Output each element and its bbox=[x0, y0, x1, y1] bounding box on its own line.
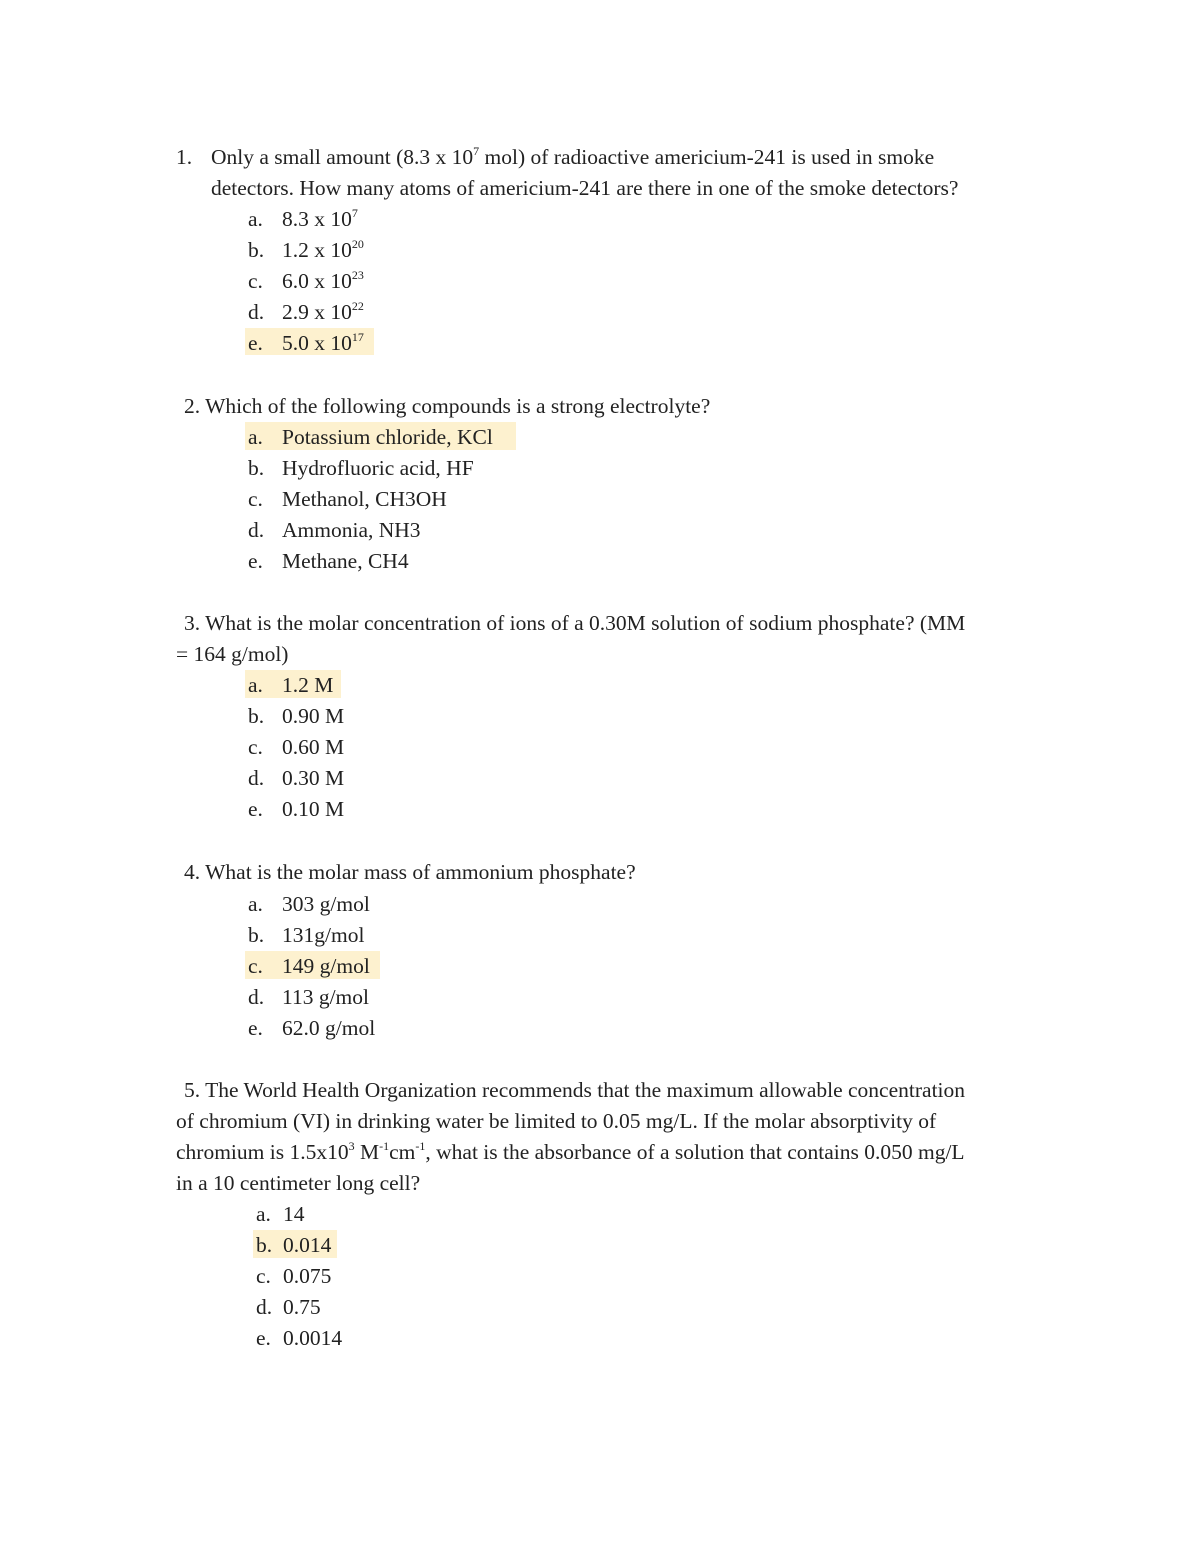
option-text: 5.0 x $10^{17}$ bbox=[282, 330, 364, 355]
option-text: 113 g/mol bbox=[282, 985, 369, 1009]
option-c[interactable] bbox=[248, 268, 364, 294]
option-a[interactable] bbox=[248, 672, 334, 698]
option-letter: d. bbox=[248, 985, 265, 1009]
option-letter: c. bbox=[256, 1264, 271, 1288]
option-letter: c. bbox=[248, 735, 263, 759]
question-text-line: in a 10 centimeter long cell? bbox=[176, 1171, 421, 1195]
option-letter: b. bbox=[248, 456, 265, 480]
option-text: Ammonia, NH3 bbox=[282, 518, 421, 542]
option-d[interactable] bbox=[248, 984, 369, 1010]
option-a[interactable] bbox=[256, 1201, 305, 1227]
option-text: 0.0014 bbox=[283, 1326, 343, 1350]
option-letter: a. bbox=[248, 425, 263, 449]
option-letter: e. bbox=[256, 1326, 271, 1350]
question-text-line: detectors. How many atoms of americium-241 are there in one of the smoke detectors? bbox=[211, 176, 959, 200]
option-a[interactable] bbox=[248, 206, 358, 232]
option-text: 0.014 bbox=[283, 1233, 332, 1257]
option-c[interactable] bbox=[248, 734, 345, 760]
option-letter: c. bbox=[248, 954, 263, 978]
option-letter: d. bbox=[248, 766, 265, 790]
option-b[interactable] bbox=[256, 1232, 332, 1258]
question-text-line: = 164 g/mol) bbox=[176, 642, 289, 666]
question-text-line: 2. Which of the following compounds is a strong electrolyte? bbox=[184, 394, 711, 418]
option-text: 0.90 M bbox=[282, 704, 345, 728]
option-text: 0.75 bbox=[283, 1295, 321, 1319]
option-letter: b. bbox=[256, 1233, 273, 1257]
option-text: 8.3 x $10^7$ bbox=[282, 206, 358, 231]
option-letter: e. bbox=[248, 1016, 263, 1040]
option-text: Hydrofluoric acid, HF bbox=[282, 456, 474, 480]
option-e[interactable] bbox=[248, 796, 345, 822]
option-b[interactable] bbox=[248, 455, 474, 481]
option-text: Methanol, CH3OH bbox=[282, 487, 447, 511]
question-text-line: 5. The World Health Organization recommends that the maximum allowable concentration bbox=[184, 1078, 966, 1102]
option-letter: c. bbox=[248, 269, 263, 293]
question-number: 4. bbox=[184, 860, 201, 884]
option-text: 0.10 M bbox=[282, 797, 345, 821]
question-number: 1. bbox=[176, 145, 193, 169]
option-text: 0.60 M bbox=[282, 735, 345, 759]
option-text: 14 bbox=[283, 1202, 305, 1226]
option-letter: b. bbox=[248, 238, 265, 262]
option-text: 62.0 g/mol bbox=[282, 1016, 376, 1040]
option-text: 1.2 x $10^{20}$ bbox=[282, 237, 364, 262]
option-letter: a. bbox=[248, 207, 263, 231]
question-text-line: 4. What is the molar mass of ammonium phosphate? bbox=[184, 860, 636, 884]
question-number: 3. bbox=[184, 611, 201, 635]
option-text: 6.0 x $10^{23}$ bbox=[282, 268, 364, 293]
option-a[interactable] bbox=[248, 424, 493, 450]
option-text: 131g/mol bbox=[282, 923, 365, 947]
option-text: 303 g/mol bbox=[282, 892, 370, 916]
option-e[interactable] bbox=[248, 330, 364, 356]
option-e[interactable] bbox=[256, 1325, 343, 1351]
option-letter: e. bbox=[248, 331, 263, 355]
option-b[interactable] bbox=[248, 703, 345, 729]
option-letter: b. bbox=[248, 704, 265, 728]
option-b[interactable] bbox=[248, 237, 364, 263]
option-text: 149 g/mol bbox=[282, 954, 370, 978]
option-c[interactable] bbox=[248, 953, 370, 979]
option-letter: a. bbox=[256, 1202, 271, 1226]
question-number: 5. bbox=[184, 1078, 201, 1102]
option-b[interactable] bbox=[248, 922, 365, 948]
option-letter: b. bbox=[248, 923, 265, 947]
option-letter: d. bbox=[256, 1295, 273, 1319]
option-letter: d. bbox=[248, 300, 265, 324]
option-letter: e. bbox=[248, 549, 263, 573]
option-text: Potassium chloride, KCl bbox=[282, 425, 493, 449]
option-d[interactable] bbox=[256, 1294, 321, 1320]
option-d[interactable] bbox=[248, 517, 421, 543]
option-a[interactable] bbox=[248, 891, 370, 917]
option-c[interactable] bbox=[248, 486, 447, 512]
question-text-line: of chromium (VI) in drinking water be limited to 0.05 mg/L. If the molar absorptivity of bbox=[176, 1109, 937, 1133]
question-number: 2. bbox=[184, 394, 201, 418]
option-d[interactable] bbox=[248, 299, 364, 325]
option-text: Methane, CH4 bbox=[282, 549, 409, 573]
option-text: 0.075 bbox=[283, 1264, 332, 1288]
question-text-line: Only a small amount (8.3 x $10^7$ mol) of radioactive americium-241 is used in smoke bbox=[211, 144, 935, 169]
option-e[interactable] bbox=[248, 1015, 376, 1041]
question-text-line: 3. What is the molar concentration of ions of a 0.30M solution of sodium phosphate? (MM bbox=[184, 611, 966, 635]
option-letter: c. bbox=[248, 487, 263, 511]
option-text: 1.2 M bbox=[282, 673, 334, 697]
option-e[interactable] bbox=[248, 548, 409, 574]
option-letter: d. bbox=[248, 518, 265, 542]
option-letter: a. bbox=[248, 673, 263, 697]
option-text: 0.30 M bbox=[282, 766, 345, 790]
option-d[interactable] bbox=[248, 765, 345, 791]
option-letter: a. bbox=[248, 892, 263, 916]
option-letter: e. bbox=[248, 797, 263, 821]
option-text: 2.9 x $10^{22}$ bbox=[282, 299, 364, 324]
option-c[interactable] bbox=[256, 1263, 332, 1289]
question-text-line: chromium is $1.5x10^3$ $M^{-1}cm^{-1}$, what is the absorbance of a solution that contains 0.050 mg/L bbox=[176, 1139, 965, 1164]
